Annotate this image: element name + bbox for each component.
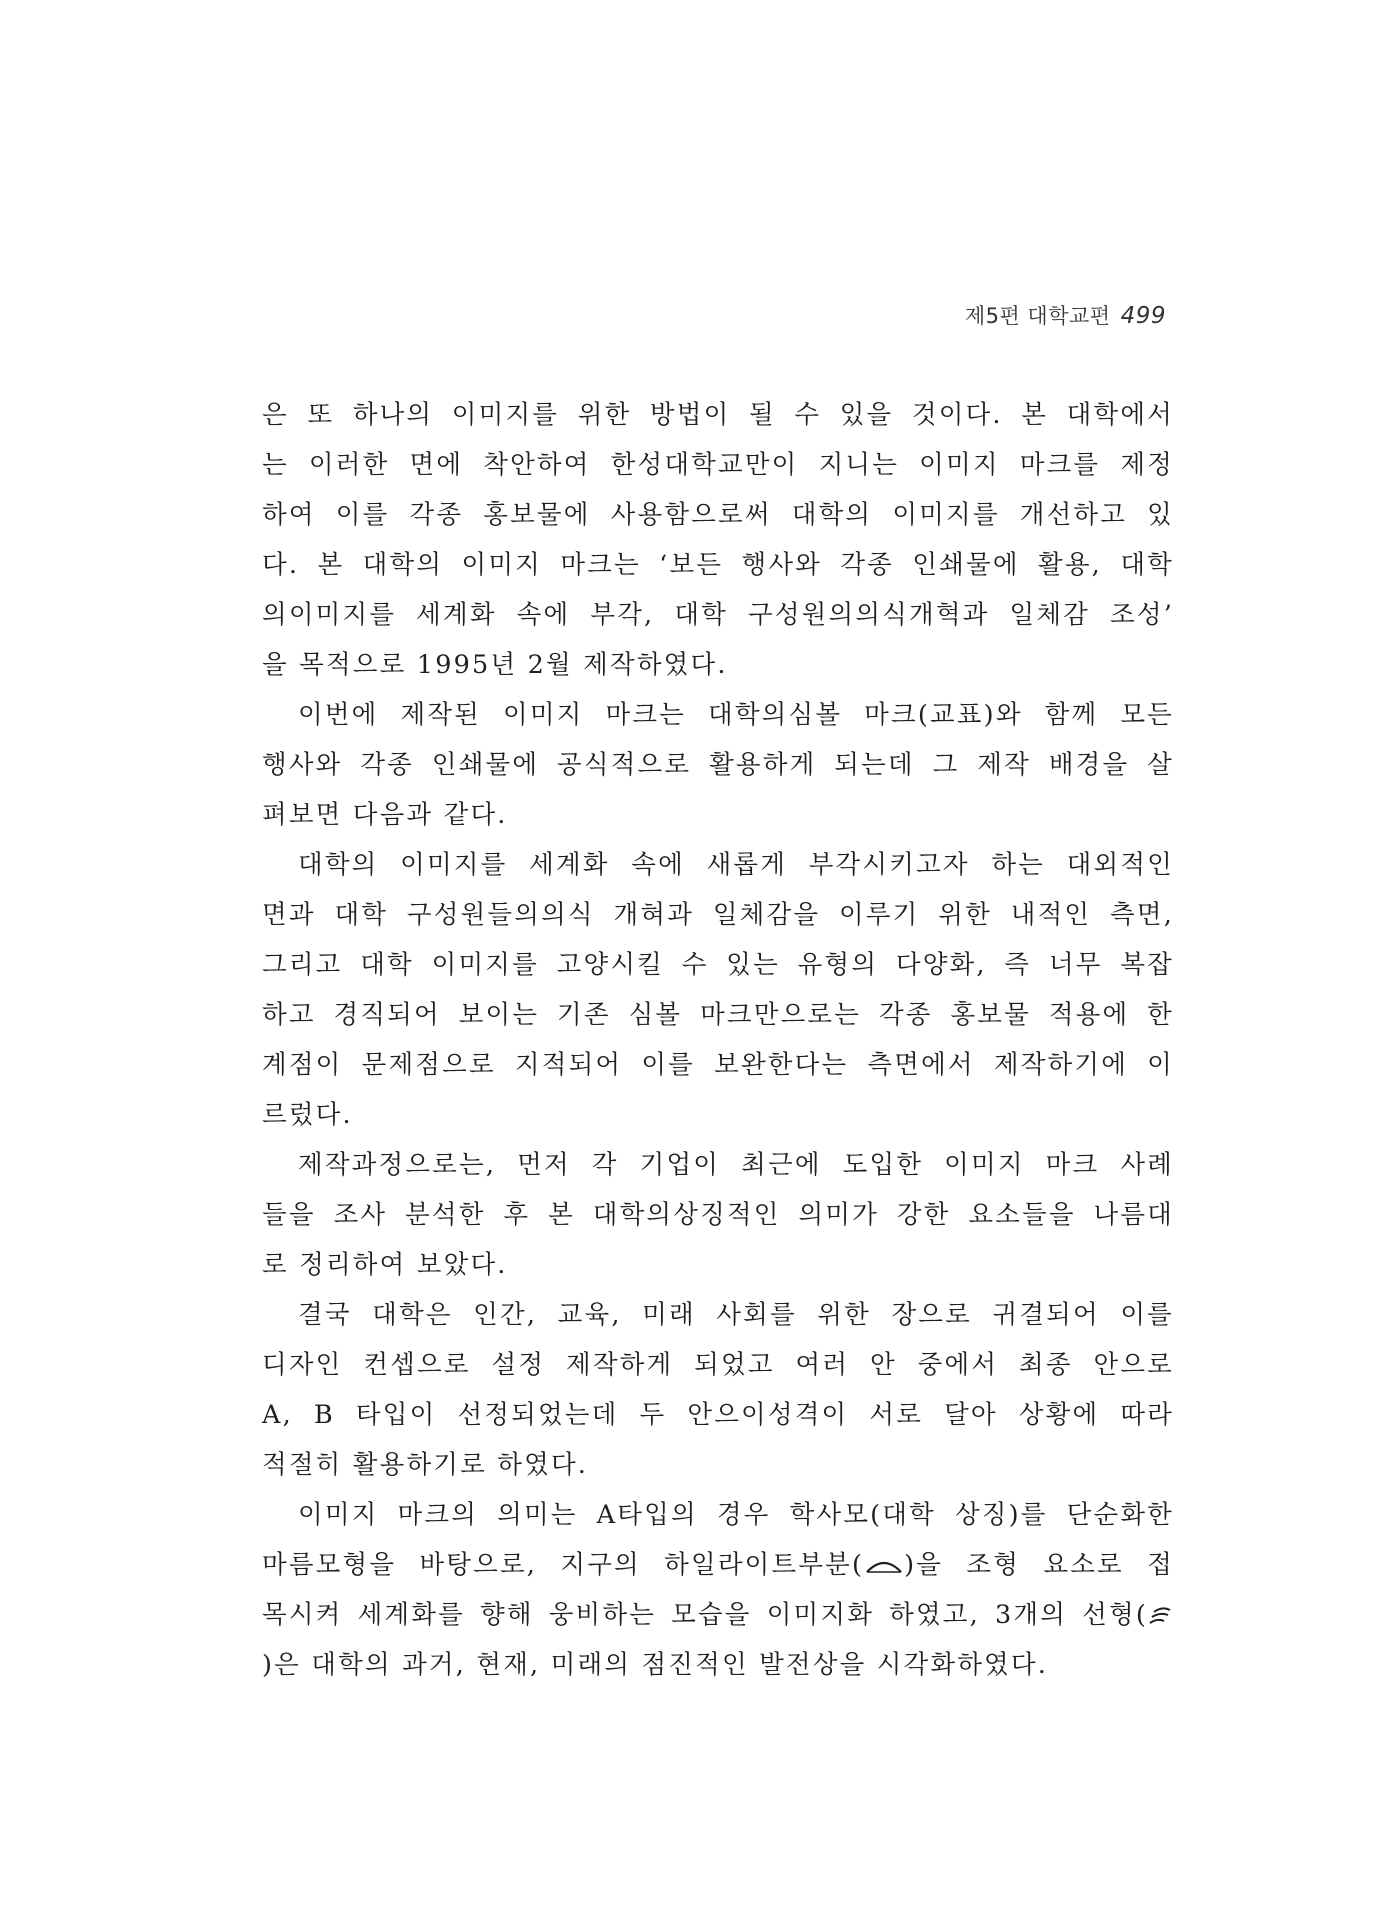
text-line: 다. 본 대학의 이미지 마크는 ‘보든 행사와 각종 인쇄물에 활용, 대학 — [262, 550, 1174, 580]
text-line: 을 목적으로 1995년 2월 제작하였다. — [262, 650, 728, 680]
text-line — [262, 1540, 1174, 1590]
text-line: 르렀다. — [262, 1100, 353, 1130]
text-line: )은 대학의 과거, 현재, 미래의 점진적인 발전상을 시각화하였다. — [262, 1650, 1049, 1680]
text-line: 는 이러한 면에 착안하여 한성대학교만이 지니는 이미지 마크를 제정 — [262, 450, 1174, 480]
text-line: 들을 조사 분석한 후 본 대학의상징적인 의미가 강한 요소들을 나름대 — [262, 1200, 1174, 1230]
text-line — [262, 1590, 1174, 1640]
text-line: 디자인 컨셉으로 설정 제작하게 되었고 여러 안 중에서 최종 안으로 — [262, 1350, 1174, 1380]
text-line: 하고 경직되어 보이는 기존 심볼 마크만으로는 각종 홍보물 적용에 한 — [262, 1000, 1174, 1030]
text-line: 제작과정으로는, 먼저 각 기업이 최근에 도입한 이미지 마크 사례 — [298, 1150, 1174, 1180]
text-line: A, B 타입이 선정되었는데 두 안으이성격이 서로 달아 상황에 따라 — [262, 1400, 1174, 1430]
running-header — [965, 300, 1166, 330]
body-text — [262, 390, 1174, 1690]
text-line: 면과 대학 구성원들의의식 개혀과 일체감을 이루기 위한 내적인 측면, — [262, 900, 1174, 930]
three-lines-icon — [1148, 1604, 1174, 1628]
text-segment: 목시켜 세계화를 향해 웅비하는 모습을 이미지화 하였고, 3개의 선형( — [262, 1600, 1148, 1630]
text-line: 은 또 하나의 이미지를 위한 방법이 될 수 있을 것이다. 본 대학에서 — [262, 400, 1174, 430]
text-segment: )을 조형 요소로 접 — [904, 1550, 1174, 1580]
text-line: 적절히 활용하기로 하였다. — [262, 1450, 589, 1480]
text-line: 그리고 대학 이미지를 고양시킬 수 있는 유형의 다양화, 즉 너무 복잡 — [262, 950, 1174, 980]
text-line: 로 정리하여 보았다. — [262, 1250, 508, 1280]
text-line: 펴보면 다음과 같다. — [262, 800, 508, 830]
part-title: 제5편 대학교편 — [964, 304, 1111, 328]
text-line: 대학의 이미지를 세계화 속에 새롭게 부각시키고자 하는 대외적인 — [298, 850, 1174, 880]
text-line: 의이미지를 세계화 속에 부각, 대학 구성원의의식개혁과 일체감 조성’ — [262, 600, 1174, 630]
text-line: 이번에 제작된 이미지 마크는 대학의심볼 마크(교표)와 함께 모든 — [298, 700, 1174, 730]
text-line: 이미지 마크의 의미는 A타입의 경우 학사모(대학 상징)를 단순화한 — [298, 1500, 1174, 1530]
text-line: 결국 대학은 인간, 교육, 미래 사회를 위한 장으로 귀결되어 이를 — [298, 1300, 1174, 1330]
text-line: 하여 이를 각종 홍보물에 사용함으로써 대학의 이미지를 개선하고 있 — [262, 500, 1174, 530]
page-number: 499 — [1120, 303, 1166, 329]
text-line: 행사와 각종 인쇄물에 공식적으로 활용하게 되는데 그 제작 배경을 살 — [262, 750, 1174, 780]
text-segment: 마름모형을 바탕으로, 지구의 하일라이트부분( — [262, 1550, 865, 1580]
text-line: 계점이 문제점으로 지적되어 이를 보완한다는 측면에서 제작하기에 이 — [262, 1050, 1174, 1080]
globe-highlight-icon — [864, 1556, 904, 1576]
